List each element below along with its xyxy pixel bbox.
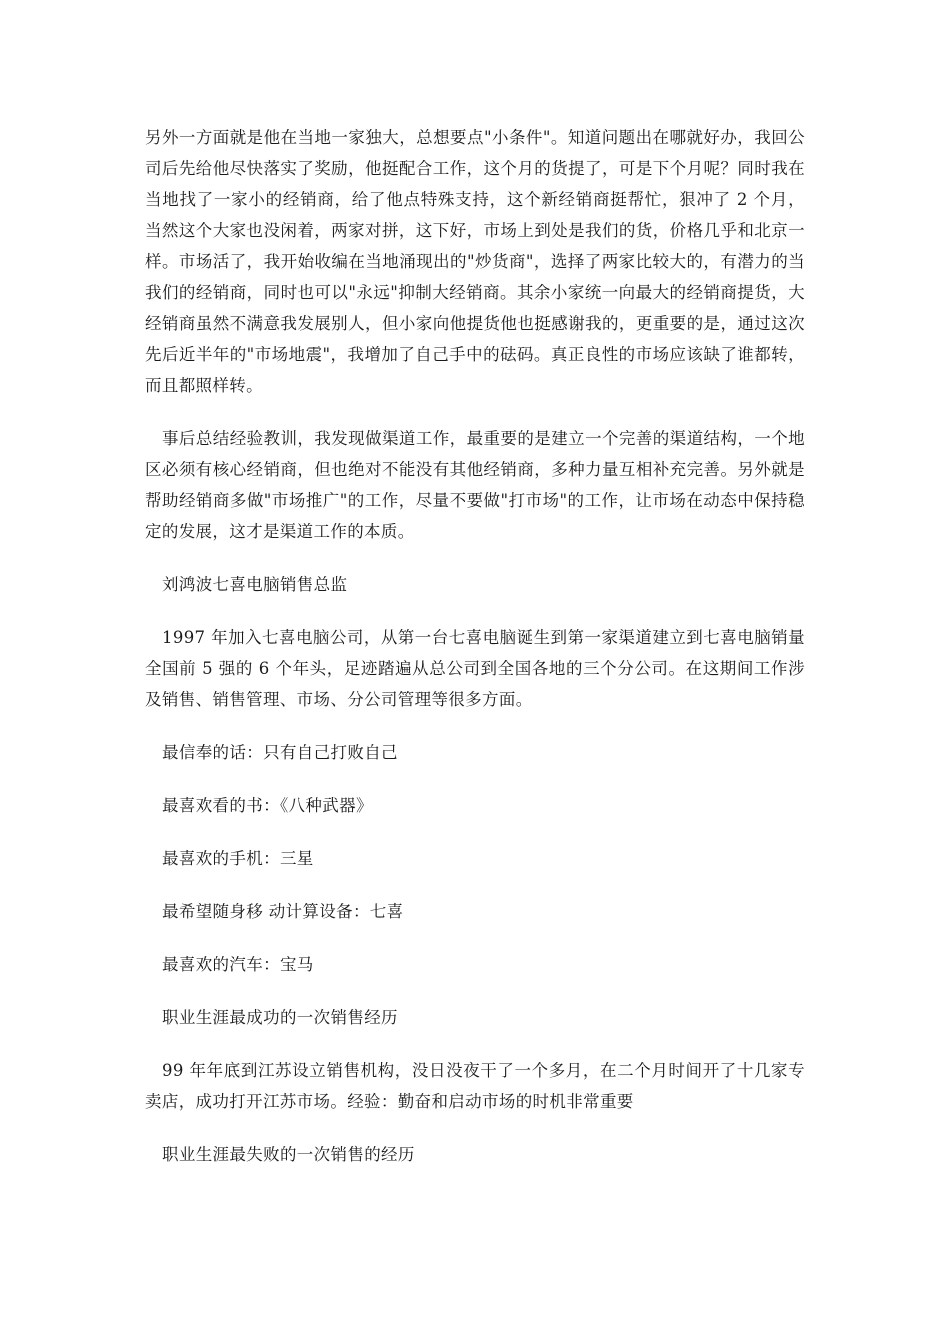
- document-body: [145, 122, 805, 1170]
- paragraph-success-story: 99 年年底到江苏设立销售机构，没日没夜干了一个多月，在二个月时间开了十几家专卖店，成功打开江苏市场。经验：勤奋和启动市场的时机非常重要: [145, 1061, 805, 1111]
- section-heading-failure: 职业生涯最失败的一次销售的经历: [162, 1145, 415, 1164]
- profile-name-title: 刘鸿波七喜电脑销售总监: [162, 575, 348, 594]
- profile-favorite-saying: 最信奉的话：只有自己打败自己: [162, 743, 398, 762]
- section-heading-success: 职业生涯最成功的一次销售经历: [162, 1008, 398, 1027]
- profile-favorite-device: 最希望随身移 动计算设备：七喜: [162, 902, 404, 921]
- profile-favorite-car: 最喜欢的汽车：宝马: [162, 955, 314, 974]
- profile-favorite-phone: 最喜欢的手机：三星: [162, 849, 314, 868]
- profile-favorite-book: 最喜欢看的书：《八种武器》: [162, 796, 373, 815]
- paragraph-lessons-learned: 事后总结经验教训，我发现做渠道工作，最重要的是建立一个完善的渠道结构，一个地区必须有核心经销商，但也绝对不能没有其他经销商，多种力量互相补充完善。另外就是帮助经销商多做"市场推广"的工作，尽量不要做"打市场"的工作，让市场在动态中保持稳定的发展，这才是渠道工作的本质。: [145, 429, 805, 541]
- paragraph-market-story: 另外一方面就是他在当地一家独大，总想要点"小条件"。知道问题出在哪就好办，我回公司后先给他尽快落实了奖励，他挺配合工作，这个月的货提了，可是下个月呢？同时我在当地找了一家小的经销商，给了他点特殊支持，这个新经销商挺帮忙，狠冲了 2 个月，当然这个大家也没闲着，两家对拼，这下好，市场上到处是我们的货，价格几乎和北京一样。市场活了，我开始收编在当地涌现出的"炒货商"，选择了两家比较大的，有潜力的当我们的经销商，同时也可以"永远"抑制大经销商。其余小家统一向最大的经销商提货，大经销商虽然不满意我发展别人，但小家向他提货他也挺感谢我的，更重要的是，通过这次先后近半年的"市场地震"，我增加了自己手中的砝码。真正良性的市场应该缺了谁都转，而且都照样转。: [145, 128, 805, 395]
- profile-biography: 1997 年加入七喜电脑公司，从第一台七喜电脑诞生到第一家渠道建立到七喜电脑销量全国前 5 强的 6 个年头，足迹踏遍从总公司到全国各地的三个分公司。在这期间工作涉及销售、销售管理、市场、分公司管理等很多方面。: [145, 628, 805, 709]
